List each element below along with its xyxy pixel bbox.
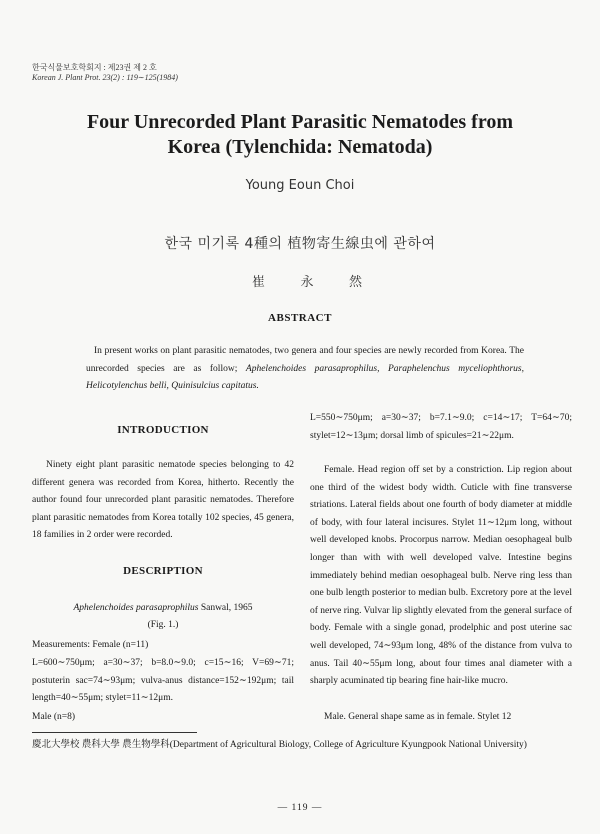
introduction-text: Ninety eight plant parasitic nematode species belonging to 42 different genera was recorded from Korea, hitherto. Recently the author found four unrecorded plant parasitic nematodes. Therefore plant parasitic nematodes from Korea totally 102 species, 45 genera, 18 families in 2 order were recorded. bbox=[32, 460, 294, 541]
page-number: — 119 — bbox=[277, 803, 323, 813]
description-heading: DESCRIPTION bbox=[123, 565, 203, 577]
male-description: Male. General shape same as in female. Stylet 12 bbox=[324, 712, 512, 722]
abstract-species-list: Aphelenchoides parasaprophilus, Paraphelenchus myceliophthorus, Helicotylenchus belli, Quinisulcius capitatus. bbox=[86, 363, 524, 391]
korean-author-char: 崔 bbox=[252, 275, 266, 290]
korean-author-char: 然 bbox=[348, 275, 362, 290]
journal-citation-en: Korean J. Plant Prot. 23(2) : 119∼125(1984) bbox=[32, 72, 178, 82]
measurements-label: Measurements: Female (n=11) bbox=[32, 640, 149, 650]
species-name: Aphelenchoides parasaprophilus bbox=[73, 603, 199, 613]
abstract-body: In present works on plant parasitic nematodes, two genera and four species are newly recorded from Korea. The unrecorded species are as follow; bbox=[86, 346, 524, 374]
male-measurements: L=550∼750μm; a=30∼37; b=7.1∼9.0; c=14∼17; T=64∼70; stylet=12∼13μm; dorsal limb of spicules=21∼22μm. bbox=[310, 413, 572, 441]
footnote-divider bbox=[32, 732, 197, 733]
abstract-heading: ABSTRACT bbox=[268, 312, 332, 324]
female-measurements: L=600∼750μm; a=30∼37; b=8.0∼9.0; c=15∼16; V=69∼71; postuterin sac=74∼93μm; vulva-anus distance=152∼192μm; tail length=40∼55μm; stylet=11∼12μm. bbox=[32, 658, 294, 704]
korean-author-char: 永 bbox=[300, 275, 314, 290]
korean-title: 한국 미기록 4種의 植物寄生線虫에 관하여 bbox=[164, 236, 436, 252]
species-heading bbox=[32, 600, 294, 618]
male-label: Male (n=8) bbox=[32, 712, 76, 722]
female-description: Female. Head region off set by a constriction. Lip region about one third of the widest body width. Cuticle with fine transverse striations. Lateral fields about one fourth of body diameter at middle of body, with four lateral incisures. Stylet 11∼12μm long, without well developed knobs. Procorpus narrow. Median oesophageal bulb longer than with with well developed valve. Intestine begins immediately behind median oesophageal bulb. Nerve ring less than one bulb length posterior to median bulb. Excretory pore at the level of nerve ring. Vulvar lip slightly elevated from the general surface of body. Female with a single gonad, prodelphic and post uterine sac well developed, 74∼93μm long, 48% of the distance from vulva to anus. Tail 40∼55μm long, about four times anal diameter with a sharply acuminated tip bearing fine hair-like mucro. bbox=[310, 465, 572, 687]
paper-title bbox=[0, 110, 600, 160]
abstract-text bbox=[86, 343, 524, 396]
description-heading-wrap bbox=[32, 563, 294, 581]
species-authority: Sanwal, 1965 bbox=[198, 603, 253, 613]
affiliation-footnote: 慶北大學校 農科大學 農生物學科(Department of Agricultural Biology, College of Agriculture Kyungpook National University) bbox=[32, 740, 527, 750]
introduction-heading-wrap bbox=[32, 422, 294, 440]
author-name: Young Eoun Choi bbox=[245, 178, 355, 193]
journal-citation-ko: 한국식물보호학회지 : 제23권 제 2 호 bbox=[32, 63, 157, 72]
introduction-heading: INTRODUCTION bbox=[117, 424, 209, 436]
paper-title-line-1: Four Unrecorded Plant Parasitic Nematodes from bbox=[86, 111, 514, 133]
journal-citation bbox=[32, 63, 178, 82]
figure-reference: (Fig. 1.) bbox=[147, 620, 179, 630]
korean-author-name bbox=[252, 271, 362, 290]
paper-title-line-2: Korea (Tylenchida: Nematoda) bbox=[167, 136, 433, 158]
